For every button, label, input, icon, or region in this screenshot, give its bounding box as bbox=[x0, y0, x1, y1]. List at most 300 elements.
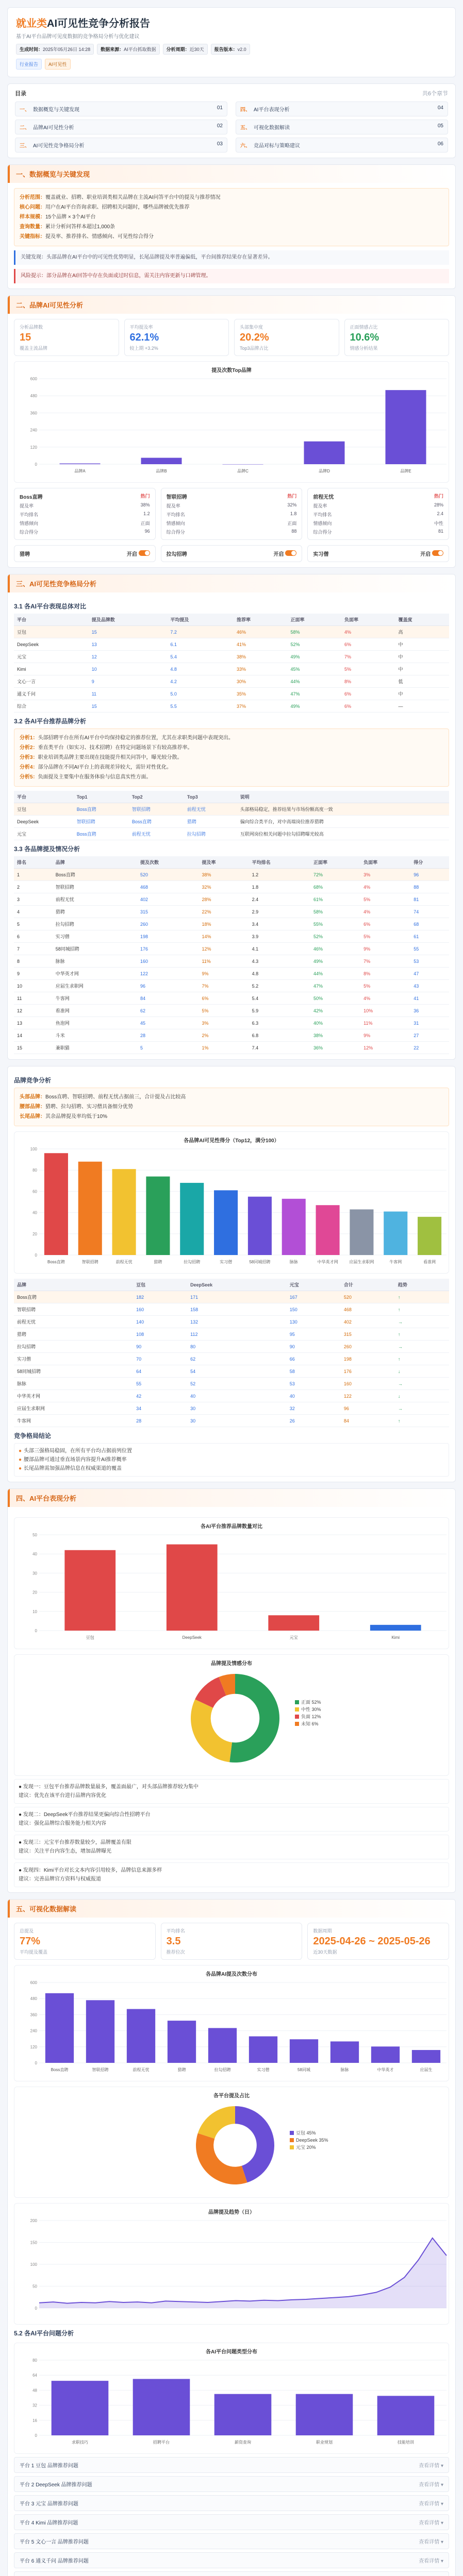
table-cell: 11 bbox=[89, 688, 168, 700]
table-cell: 38% bbox=[310, 1029, 360, 1042]
accordion-label: 平台 2 DeepSeek 品牌推荐问题 bbox=[20, 2482, 92, 2488]
stat-value: 20.2% bbox=[240, 332, 269, 343]
table-cell: ↓ bbox=[395, 1390, 449, 1402]
toggle-card bbox=[14, 545, 156, 562]
accordion-toggle[interactable]: 查看详情 ▾ bbox=[419, 2501, 443, 2507]
table-cell: 9 bbox=[89, 675, 168, 688]
risk-warning: 风险提示：部分品牌在AI回答中存在负面或过时信息，需关注内容更新与口碑管理。 bbox=[14, 269, 449, 283]
table-cell: 7% bbox=[341, 651, 395, 663]
table-cell: 260 bbox=[341, 1341, 395, 1353]
kv-key: 头部品牌： bbox=[20, 1094, 45, 1100]
table-cell: 5.2 bbox=[249, 980, 310, 992]
finding-title bbox=[19, 1838, 444, 1847]
metric-value: 中性 bbox=[434, 521, 443, 526]
stat-card bbox=[14, 319, 119, 356]
table-row bbox=[14, 980, 449, 992]
table-cell: 7 bbox=[14, 943, 53, 955]
question-bar-box bbox=[14, 2343, 449, 2454]
brand-name: Boss直聘 bbox=[20, 495, 43, 500]
table-cell: 智联招聘 bbox=[74, 816, 129, 828]
column-header: 提及率 bbox=[199, 856, 249, 869]
x-tick-label: 品牌A bbox=[74, 469, 86, 473]
bar bbox=[86, 2000, 114, 2063]
table-cell: 43 bbox=[410, 980, 449, 992]
brand-metric bbox=[313, 529, 443, 535]
stat-sub: 较上期 +3.2% bbox=[129, 346, 158, 351]
finding-card bbox=[14, 1779, 449, 1804]
kv-row bbox=[20, 193, 443, 202]
table-cell: 40 bbox=[287, 1390, 341, 1402]
bar bbox=[141, 458, 182, 464]
bar bbox=[208, 2028, 237, 2063]
table-cell: 斗米 bbox=[53, 1029, 137, 1042]
metric-label: 提及率 bbox=[20, 503, 34, 509]
table-cell: 90 bbox=[287, 1341, 341, 1353]
bar bbox=[223, 464, 263, 465]
column-header: 平均提及 bbox=[167, 614, 234, 626]
table-cell: 198 bbox=[137, 930, 199, 943]
accordion-toggle[interactable]: 查看详情 ▾ bbox=[419, 2463, 443, 2469]
legend-label: 负面 12% bbox=[301, 1714, 321, 1719]
toc-count: 共6个章节 bbox=[422, 91, 448, 97]
table-row bbox=[14, 943, 449, 955]
toc-item[interactable] bbox=[15, 101, 227, 116]
toc-item[interactable] bbox=[15, 138, 227, 152]
toggle-label: 实习僧 bbox=[313, 552, 329, 557]
brand-metric bbox=[167, 502, 297, 509]
table-cell: 5% bbox=[360, 893, 410, 906]
table-cell: 122 bbox=[137, 968, 199, 980]
table-cell: 12% bbox=[360, 1042, 410, 1054]
kv-row bbox=[20, 232, 443, 242]
accordion-toggle[interactable]: 查看详情 ▾ bbox=[419, 2539, 443, 2545]
table-row bbox=[14, 828, 449, 840]
bullet-icon: ● bbox=[19, 1466, 22, 1471]
table-cell: 9% bbox=[199, 968, 249, 980]
x-tick-label: 招聘平台 bbox=[153, 2440, 170, 2445]
column-header: 合计 bbox=[341, 1279, 395, 1291]
table-cell: 5.9 bbox=[249, 1005, 310, 1017]
y-tick-label: 64 bbox=[32, 2373, 37, 2378]
table-row bbox=[14, 869, 449, 881]
table-cell: ↑ bbox=[395, 1353, 449, 1365]
report-header bbox=[7, 7, 456, 77]
column-header: 覆盖度 bbox=[395, 614, 449, 626]
table-cell: — bbox=[395, 700, 449, 713]
table-cell: 前程无忧 bbox=[53, 893, 137, 906]
finding-title bbox=[19, 1783, 444, 1791]
meta-chip bbox=[16, 44, 94, 55]
finding-card bbox=[14, 1807, 449, 1832]
toggle-switch[interactable] bbox=[432, 550, 443, 556]
stat-sub: Top3品牌占比 bbox=[240, 346, 269, 351]
bar bbox=[412, 2050, 440, 2063]
bar bbox=[133, 2379, 190, 2436]
toc-item[interactable] bbox=[236, 138, 448, 152]
toggle-label: 拉勾招聘 bbox=[166, 552, 187, 557]
toc-title bbox=[15, 89, 448, 97]
table-cell: 实习僧 bbox=[14, 1353, 133, 1365]
table-cell: 50% bbox=[310, 992, 360, 1005]
table-row bbox=[14, 1017, 449, 1029]
table-cell: 6% bbox=[341, 688, 395, 700]
kv-value: 负面提及主要集中在服务体验与信息真实性方面。 bbox=[38, 774, 152, 780]
metric-label: 情感倾向 bbox=[20, 521, 39, 526]
finding-text: 发现四：Kimi平台对长文本内容引用较多，品牌信息来源多样 bbox=[23, 1868, 162, 1873]
table-cell: 122 bbox=[341, 1390, 395, 1402]
table-cell: 96 bbox=[341, 1402, 395, 1415]
accordion-item[interactable] bbox=[14, 2533, 449, 2549]
kv-value: 头部招聘平台在所有AI平台中均保持稳定的推荐位置，尤其在求职类问题中表现突出。 bbox=[38, 735, 234, 741]
bar bbox=[268, 1615, 319, 1631]
brand-tag: 热门 bbox=[434, 494, 443, 499]
x-tick-label: 拉勾招聘 bbox=[184, 1260, 201, 1264]
column-header: 正面率 bbox=[287, 614, 341, 626]
table-cell: 3.9 bbox=[249, 930, 310, 943]
metric-label: 提及率 bbox=[166, 503, 180, 509]
table-cell: DeepSeek bbox=[14, 816, 74, 828]
x-tick-label: 品牌D bbox=[319, 469, 330, 473]
toc-item-number: 三、 bbox=[20, 143, 30, 149]
subsection-title: 竞争格局结论 bbox=[14, 1432, 52, 1439]
table-cell: 66 bbox=[287, 1353, 341, 1365]
table-row bbox=[14, 1378, 449, 1390]
bar bbox=[52, 2381, 109, 2435]
table-cell: 26 bbox=[287, 1415, 341, 1427]
section-brand-detail bbox=[7, 1066, 456, 1482]
table-cell: 智联招聘 bbox=[14, 1303, 133, 1316]
stat-label: 正面情感占比 bbox=[350, 325, 378, 330]
accordion-item[interactable] bbox=[14, 2571, 449, 2576]
accordion-label: 平台 4 Kimi 品牌推荐问题 bbox=[20, 2520, 78, 2526]
table-cell: 中 bbox=[395, 663, 449, 675]
column-header: 排名 bbox=[14, 856, 53, 869]
metric-value: 32% bbox=[287, 502, 297, 507]
brand-card-title bbox=[313, 493, 443, 500]
accordion-toggle[interactable]: 查看详情 ▾ bbox=[419, 2558, 443, 2564]
toc-item[interactable] bbox=[236, 120, 448, 134]
toc-item[interactable] bbox=[236, 101, 448, 116]
finding-card bbox=[14, 1862, 449, 1887]
bar bbox=[168, 2021, 196, 2063]
table-cell: 27 bbox=[410, 1029, 449, 1042]
table-cell: 6% bbox=[341, 700, 395, 713]
toc-item-label: 四、 AI平台表现分析 bbox=[240, 107, 290, 113]
toc-item-page: 03 bbox=[217, 141, 223, 147]
table-row bbox=[14, 1005, 449, 1017]
y-tick-label: 0 bbox=[35, 2061, 37, 2065]
platform-accordion bbox=[14, 2457, 449, 2576]
legend-label: 豆包 45% bbox=[296, 2130, 316, 2136]
bar bbox=[384, 1212, 407, 1255]
table-cell: 28% bbox=[199, 893, 249, 906]
kv-key: 分析3： bbox=[20, 755, 38, 760]
toc-item-page: 02 bbox=[217, 123, 223, 129]
table-cell: 55 bbox=[410, 943, 449, 955]
legend-label: 元宝 20% bbox=[296, 2145, 316, 2150]
section-title: 四、AI平台表现分析 bbox=[8, 1489, 455, 1507]
y-tick-label: 80 bbox=[32, 2358, 37, 2363]
mention-chart bbox=[14, 361, 449, 483]
toc-item-page: 06 bbox=[437, 141, 443, 147]
bar bbox=[377, 2396, 435, 2435]
accordion-label: 平台 3 元宝 品牌推荐问题 bbox=[20, 2501, 78, 2507]
metric-value: 88 bbox=[291, 529, 297, 534]
brand-card bbox=[161, 488, 303, 540]
table-cell: 4.2 bbox=[167, 675, 234, 688]
toggle-wrap bbox=[420, 550, 443, 557]
toggle-state: 开启 bbox=[126, 552, 139, 557]
metric-value: 38% bbox=[140, 502, 150, 507]
table-cell: 402 bbox=[341, 1316, 395, 1328]
accordion-item[interactable] bbox=[14, 2514, 449, 2530]
table-cell: 偏向综合类平台，对中高端岗位推荐猎聘 bbox=[237, 816, 449, 828]
legend-swatch bbox=[295, 1707, 299, 1711]
table-cell: 61% bbox=[310, 893, 360, 906]
table-cell: 132 bbox=[187, 1316, 287, 1328]
table-cell: 468 bbox=[137, 881, 199, 893]
table-cell: 47% bbox=[310, 980, 360, 992]
bar bbox=[167, 1545, 218, 1631]
bar bbox=[330, 2041, 359, 2063]
table-row bbox=[14, 906, 449, 918]
column-header: 说明 bbox=[237, 791, 449, 803]
y-tick-label: 480 bbox=[30, 394, 37, 399]
table-cell: 4% bbox=[360, 992, 410, 1005]
insight-item bbox=[19, 1455, 444, 1464]
accordion-toggle[interactable]: 查看详情 ▾ bbox=[419, 2482, 443, 2488]
x-tick-label: 薪资查询 bbox=[235, 2440, 251, 2445]
y-tick-label: 10 bbox=[32, 1609, 37, 1614]
subsection-title: 品牌竞争分析 bbox=[14, 1077, 52, 1084]
y-tick-label: 60 bbox=[32, 1189, 37, 1194]
table-cell: 44% bbox=[310, 968, 360, 980]
kv-value: 部分品牌在不同AI平台上的表现差异较大，需针对性优化。 bbox=[38, 765, 172, 770]
table-cell: 9% bbox=[360, 943, 410, 955]
table-cell: 5% bbox=[360, 930, 410, 943]
bar bbox=[248, 1197, 272, 1255]
kv-value: 用户在AI平台咨询求职、招聘相关问题时，哪些品牌被优先推荐 bbox=[45, 205, 190, 210]
table-cell: 5.0 bbox=[167, 688, 234, 700]
metric-label: 平均排名 bbox=[313, 512, 332, 517]
chart-title: 各AI平台推荐品牌数量对比 bbox=[201, 1524, 262, 1530]
bar bbox=[78, 1162, 102, 1255]
brand-name: 智联招聘 bbox=[166, 495, 187, 500]
table-cell: 53 bbox=[410, 955, 449, 968]
column-header: 负面率 bbox=[341, 614, 395, 626]
table-cell: 实习僧 bbox=[53, 930, 137, 943]
table-cell: 160 bbox=[133, 1303, 187, 1316]
table-cell: 11% bbox=[360, 1017, 410, 1029]
table-cell: 46% bbox=[234, 626, 287, 638]
toggle-switch[interactable] bbox=[139, 550, 150, 556]
table-cell: 22% bbox=[199, 906, 249, 918]
metric-label: 提及率 bbox=[313, 503, 327, 509]
brand-card-title bbox=[167, 493, 297, 500]
donut-slice bbox=[198, 2106, 235, 2139]
section-platform bbox=[7, 1488, 456, 1893]
metric-label: 综合得分 bbox=[313, 530, 332, 535]
x-tick-label: DeepSeek bbox=[182, 1635, 202, 1640]
table-row bbox=[14, 626, 449, 638]
column-header: 豆包 bbox=[133, 1279, 187, 1291]
table-cell: 1 bbox=[14, 869, 53, 881]
x-tick-label: 58同城招聘 bbox=[249, 1260, 271, 1264]
table-cell: 豆包 bbox=[14, 626, 89, 638]
stat-value: 62.1% bbox=[129, 332, 159, 343]
table-cell: 520 bbox=[137, 869, 199, 881]
accordion-item[interactable] bbox=[14, 2552, 449, 2568]
brand-metric bbox=[20, 502, 150, 509]
table-cell: 95 bbox=[287, 1328, 341, 1341]
section-title: 一、数据概览与关键发现 bbox=[8, 165, 455, 183]
kv-row bbox=[20, 202, 443, 212]
brand-card bbox=[307, 488, 449, 540]
table-cell: → bbox=[395, 1316, 449, 1328]
table-row bbox=[14, 688, 449, 700]
mention-distribution-chart bbox=[19, 1977, 452, 2075]
y-tick-label: 80 bbox=[32, 1168, 37, 1173]
table-cell: 64 bbox=[133, 1365, 187, 1378]
bar bbox=[418, 1217, 441, 1255]
accordion-item[interactable] bbox=[14, 2457, 449, 2473]
table-cell: 58 bbox=[287, 1365, 341, 1378]
platform-share-box bbox=[14, 2087, 449, 2198]
metric-value: 1.2 bbox=[143, 511, 150, 516]
table-cell: 前程无忧 bbox=[14, 1316, 133, 1328]
table-cell: Boss直聘 bbox=[53, 869, 137, 881]
table-cell: 171 bbox=[187, 1291, 287, 1303]
finding-detail: 建议：强化品牌综合服务能力相关内容 bbox=[19, 1821, 106, 1826]
legend-swatch bbox=[295, 1700, 299, 1704]
toggle-card bbox=[307, 545, 449, 562]
table-cell: 52 bbox=[187, 1378, 287, 1390]
table-cell: ↓ bbox=[395, 1365, 449, 1378]
table-cell: 4% bbox=[360, 881, 410, 893]
accordion-item[interactable] bbox=[14, 2495, 449, 2511]
kv-key: 分析4： bbox=[20, 765, 38, 770]
bar bbox=[290, 2039, 318, 2063]
accordion-item[interactable] bbox=[14, 2476, 449, 2492]
brand-ranking-table bbox=[14, 856, 449, 1054]
table-cell: 150 bbox=[287, 1303, 341, 1316]
table-cell: 158 bbox=[187, 1303, 287, 1316]
stat-value: 2025-04-26 ~ 2025-05-26 bbox=[313, 1936, 431, 1947]
table-cell: 2% bbox=[199, 1029, 249, 1042]
table-cell: Kimi bbox=[14, 663, 89, 675]
table-cell: 45% bbox=[287, 663, 341, 675]
x-tick-label: 智联招聘 bbox=[92, 2067, 109, 2072]
bar bbox=[386, 390, 426, 464]
table-cell: 30% bbox=[234, 675, 287, 688]
x-tick-label: Boss直聘 bbox=[47, 1260, 65, 1264]
table-cell: 5% bbox=[360, 980, 410, 992]
kv-key: 样本规模： bbox=[20, 214, 45, 220]
toggle-label: 猎聘 bbox=[20, 552, 30, 557]
metric-value: 28% bbox=[434, 502, 443, 507]
table-cell: 70 bbox=[133, 1353, 187, 1365]
table-cell: 18% bbox=[199, 918, 249, 930]
table-row bbox=[14, 1042, 449, 1054]
brand-name: 前程无忧 bbox=[313, 495, 334, 500]
toc-item[interactable] bbox=[15, 120, 227, 134]
column-header: 正面率 bbox=[310, 856, 360, 869]
x-tick-label: 58同城 bbox=[297, 2067, 310, 2072]
table-cell: 6.3 bbox=[249, 1017, 310, 1029]
table-cell: 10% bbox=[360, 1005, 410, 1017]
column-header: 趋势 bbox=[395, 1279, 449, 1291]
table-row bbox=[14, 651, 449, 663]
brand-metric bbox=[20, 511, 150, 518]
accordion-toggle[interactable]: 查看详情 ▾ bbox=[419, 2520, 443, 2526]
toggle-state: 开启 bbox=[420, 552, 432, 557]
table-cell: 49% bbox=[287, 700, 341, 713]
x-tick-label: 牛客网 bbox=[389, 1260, 402, 1264]
chart-title: 提及次数Top品牌 bbox=[211, 368, 252, 374]
y-tick-label: 200 bbox=[30, 2218, 37, 2223]
insight-item bbox=[19, 1464, 444, 1473]
brand-detail-kv bbox=[14, 1088, 449, 1126]
meta-row bbox=[16, 44, 447, 55]
table-cell: 84 bbox=[137, 992, 199, 1005]
meta-value: v2.0 bbox=[237, 47, 246, 52]
x-tick-label: 品牌C bbox=[237, 469, 249, 473]
metric-value: 正面 bbox=[287, 521, 297, 526]
table-cell: 176 bbox=[341, 1365, 395, 1378]
table-cell: 3.4 bbox=[249, 918, 310, 930]
bullet-icon: ● bbox=[19, 1840, 23, 1845]
kv-row bbox=[20, 1112, 443, 1122]
table-cell: 5% bbox=[341, 663, 395, 675]
section-competition bbox=[7, 574, 456, 1060]
table-cell: 36% bbox=[310, 1042, 360, 1054]
y-tick-label: 16 bbox=[32, 2418, 37, 2423]
table-header-row bbox=[14, 1279, 449, 1291]
donut-slice bbox=[196, 2133, 247, 2184]
toc-heading: 目录 bbox=[15, 91, 26, 97]
table-cell: 通义千问 bbox=[14, 688, 89, 700]
tag-chip: 行业报告 bbox=[16, 59, 42, 70]
table-cell: 文心一言 bbox=[14, 675, 89, 688]
x-tick-label: 脉脉 bbox=[289, 1260, 298, 1264]
stat-label: 平均排名 bbox=[166, 1928, 185, 1934]
toggle-switch[interactable] bbox=[285, 550, 296, 556]
table-cell: 68 bbox=[410, 918, 449, 930]
stat-value: 77% bbox=[20, 1936, 41, 1947]
kv-value: 15个品牌 × 3个AI平台 bbox=[45, 214, 96, 220]
table-cell: 6% bbox=[341, 638, 395, 651]
bar bbox=[296, 2394, 353, 2435]
kv-key: 分析1： bbox=[20, 735, 38, 741]
table-cell: 中 bbox=[395, 651, 449, 663]
table-cell: 40% bbox=[310, 1017, 360, 1029]
platform-bar-chart-box bbox=[14, 1517, 449, 1649]
y-tick-label: 40 bbox=[32, 1552, 37, 1557]
table-cell: 52% bbox=[310, 930, 360, 943]
table-cell: 28 bbox=[137, 1029, 199, 1042]
y-tick-label: 50 bbox=[32, 1533, 37, 1537]
meta-value: 近30天 bbox=[189, 47, 204, 52]
table-row bbox=[14, 893, 449, 906]
meta-key: 报告版本： bbox=[214, 47, 238, 52]
y-tick-label: 50 bbox=[32, 2284, 37, 2289]
toggle-wrap bbox=[127, 550, 150, 557]
table-cell: 前程无忧 bbox=[129, 828, 184, 840]
table-cell: Boss直聘 bbox=[74, 828, 129, 840]
y-tick-label: 120 bbox=[30, 2044, 37, 2049]
section-title: 二、品牌AI可见性分析 bbox=[8, 296, 455, 314]
toggle-card-row bbox=[20, 550, 150, 557]
